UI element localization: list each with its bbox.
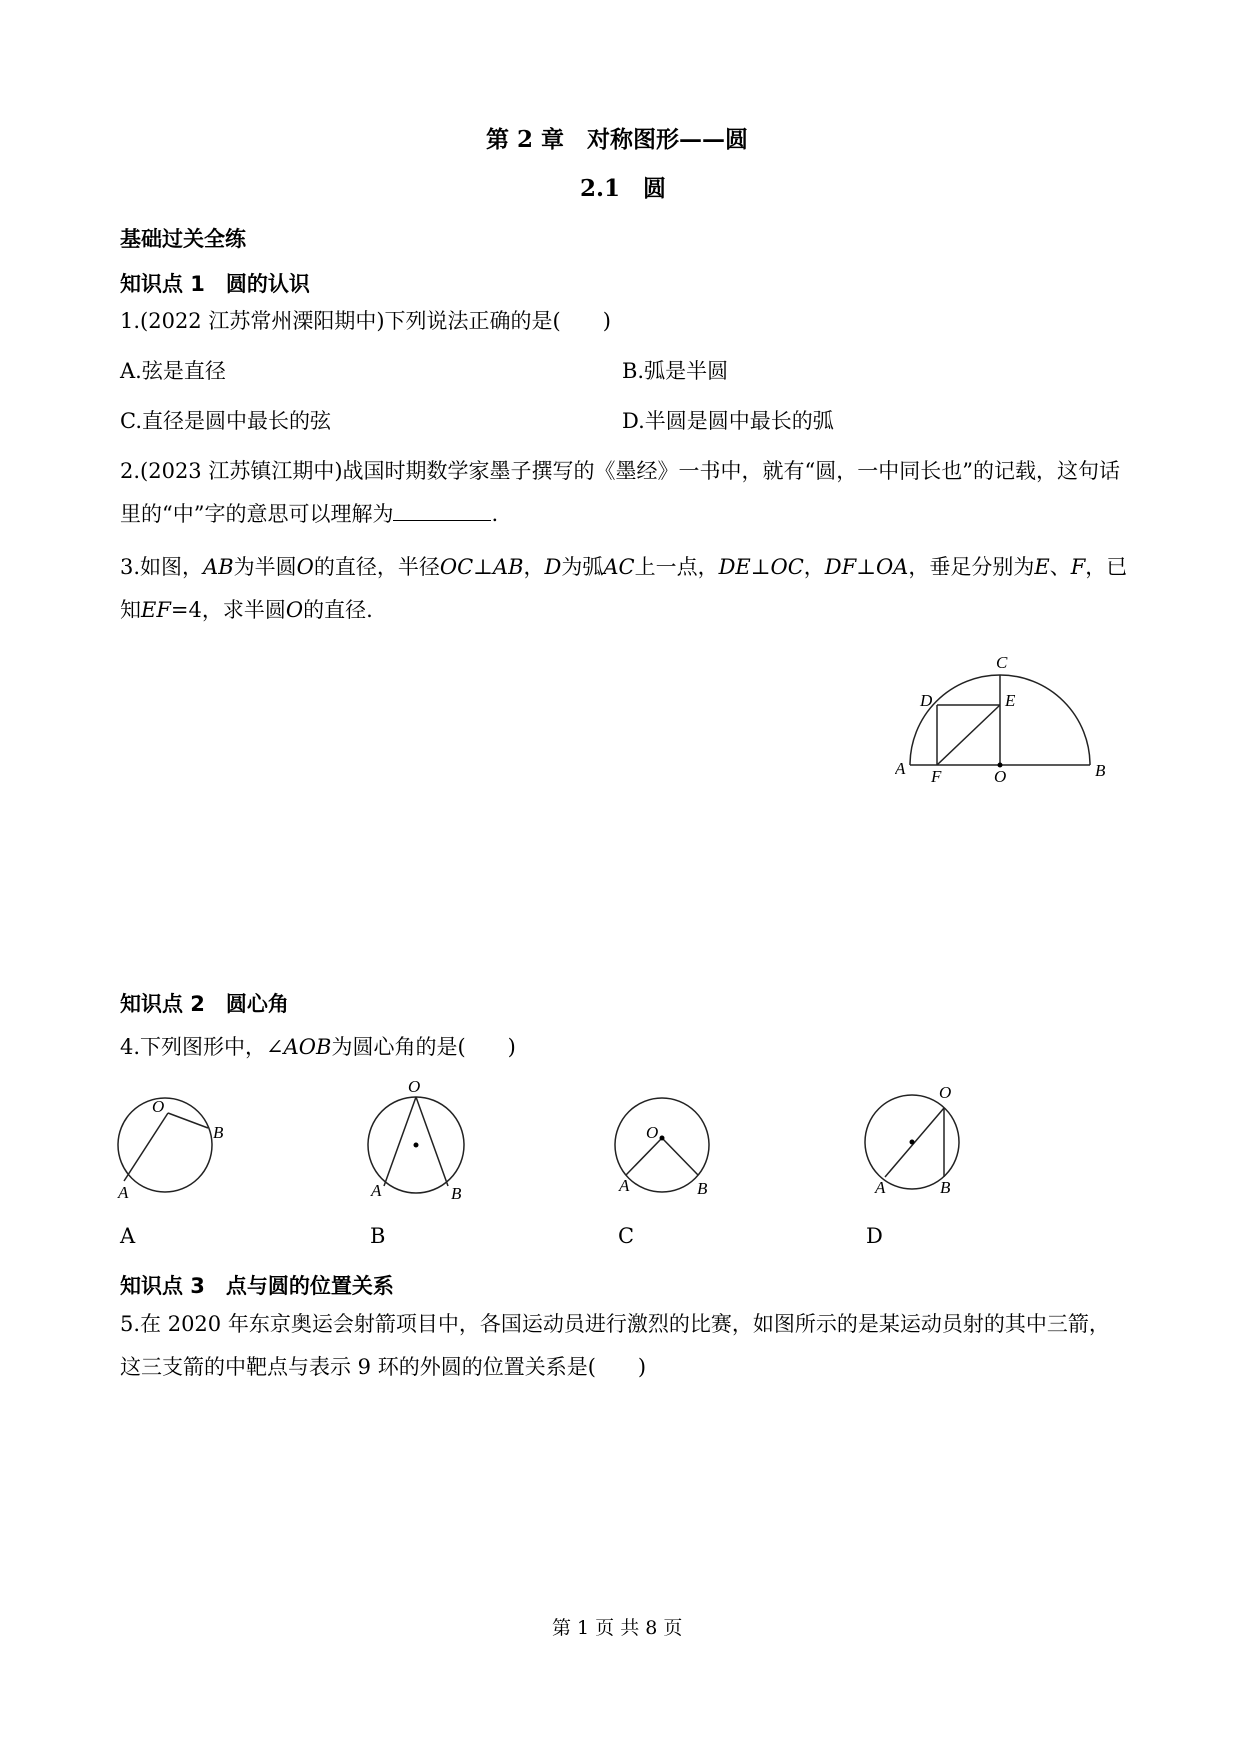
label-a: A	[371, 1181, 382, 1200]
q3-text: 为半圆	[233, 555, 297, 579]
segment-oa	[626, 1138, 662, 1175]
q3-text: 上一点，	[634, 555, 719, 579]
q4-text: 为圆心角的是( )	[331, 1035, 516, 1059]
q3-text: ，垂足分别为	[908, 555, 1035, 579]
q3-var: O	[285, 598, 304, 622]
label-a: A	[118, 1183, 129, 1202]
question-3	[120, 546, 1130, 632]
answer-blank	[393, 498, 491, 521]
question-4-stem	[120, 1026, 516, 1069]
segment-oa	[885, 1108, 944, 1177]
q3-var: AC	[603, 555, 635, 579]
question-1-option-a: A.弦是直径	[120, 359, 226, 383]
label-a: A	[875, 1178, 886, 1197]
q4-text: 4.下列图形中，	[120, 1035, 267, 1059]
question-2-text: 2.(2023 江苏镇江期中)战国时期数学家墨子撰写的《墨经》一书中，就有“圆，一中同长也”的记载，这句话里的“中”字的意思可以理解为	[120, 459, 1121, 526]
segment-oa	[124, 1113, 168, 1181]
q3-text: 3.如图，	[120, 555, 204, 579]
practice-heading: 基础过关全练	[120, 227, 246, 251]
q3-var: D	[544, 555, 562, 579]
figure-option-b	[360, 1072, 490, 1210]
option-a-label: A	[120, 1224, 136, 1248]
q3-var: AB	[203, 555, 234, 579]
label-a: A	[619, 1176, 630, 1195]
label-o: O	[994, 767, 1007, 785]
q3-var: OC⊥AB	[439, 555, 524, 579]
q3-text: ，	[523, 555, 545, 579]
segment-ef	[937, 705, 1000, 765]
label-e: E	[1005, 691, 1016, 710]
label-b: B	[213, 1123, 224, 1142]
question-1-stem: 1.(2022 江苏常州溧阳期中)下列说法正确的是( )	[120, 309, 611, 333]
chapter-title: 第 2 章 对称图形——圆	[486, 126, 749, 153]
question-2	[120, 450, 1130, 536]
q3-text: =4，求半圆	[170, 598, 286, 622]
question-2-end: .	[491, 502, 499, 526]
figure-option-d	[860, 1080, 990, 1210]
option-b-label: B	[370, 1224, 386, 1248]
q3-text: 、	[1049, 555, 1071, 579]
center-point	[414, 1143, 419, 1148]
q3-text: 为弧	[561, 555, 604, 579]
question-1-option-b: B.弧是半圆	[622, 359, 729, 383]
figure-option-a	[105, 1090, 235, 1210]
label-o: O	[646, 1123, 659, 1142]
option-d-label: D	[866, 1224, 883, 1248]
q4-angle: ∠AOB	[266, 1035, 332, 1059]
section-title: 2.1 圆	[580, 175, 667, 202]
label-o: O	[408, 1077, 421, 1096]
q3-var: O	[296, 555, 314, 579]
q3-text: 的直径.	[303, 598, 373, 622]
segment-ob	[416, 1097, 448, 1186]
center-point	[910, 1140, 915, 1145]
label-d: D	[920, 691, 933, 710]
label-o: O	[152, 1097, 165, 1116]
q3-var: EF	[141, 598, 171, 622]
label-b: B	[940, 1178, 951, 1197]
knowledge-point-3-heading: 知识点 3 点与圆的位置关系	[120, 1274, 394, 1298]
option-c-label: C	[618, 1224, 635, 1248]
q3-text: ，	[803, 555, 825, 579]
label-f: F	[931, 767, 942, 785]
q3-text: ，已知	[120, 555, 1128, 622]
question-1-option-d: D.半圆是圆中最长的弧	[622, 409, 834, 433]
label-b: B	[1095, 761, 1106, 780]
q3-var: F	[1070, 555, 1086, 579]
label-b: B	[451, 1184, 462, 1203]
q3-var: DE⊥OC	[718, 555, 804, 579]
q3-var: DF⊥OA	[824, 555, 909, 579]
label-o: O	[939, 1083, 952, 1102]
segment-oa	[384, 1097, 416, 1186]
label-c: C	[996, 653, 1008, 672]
knowledge-point-1-heading: 知识点 1 圆的认识	[120, 272, 310, 296]
label-b: B	[697, 1179, 708, 1198]
q3-text: 的直径，半径	[313, 555, 440, 579]
circle	[118, 1098, 212, 1192]
center-point	[660, 1136, 665, 1141]
q3-var: E	[1034, 555, 1050, 579]
question-1-option-c: C.直径是圆中最长的弦	[120, 409, 331, 433]
page-footer: 第 1 页 共 8 页	[552, 1617, 683, 1639]
segment-ob	[662, 1138, 698, 1175]
knowledge-point-2-heading: 知识点 2 圆心角	[120, 992, 289, 1016]
figure-option-c	[607, 1090, 737, 1210]
label-a: A	[895, 759, 906, 778]
semicircle-figure	[895, 640, 1140, 785]
question-5: 5.在 2020 年东京奥运会射箭项目中，各国运动员进行激烈的比赛，如图所示的是某运动员射的其中三箭，这三支箭的中靶点与表示 9 环的外圆的位置关系是( )	[120, 1312, 1110, 1379]
